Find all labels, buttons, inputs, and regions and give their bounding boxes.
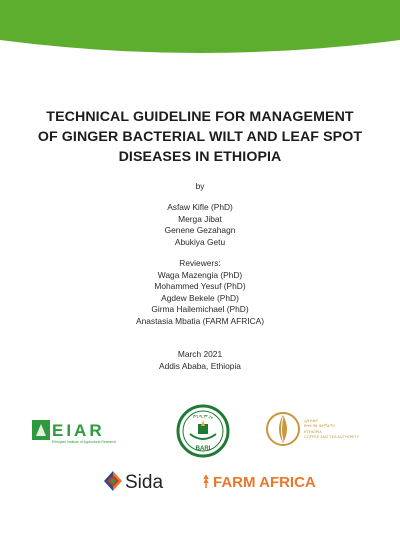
sida-logo-text: Sida [125,472,164,493]
eiar-logo-subtitle: Ethiopian Institute of Agricultural Research [52,440,116,444]
reviewer: Waga Mazengia (PhD) [157,269,243,280]
bari-logo [176,404,230,458]
bari-logo-text: BARI [195,446,211,452]
ecta-logo-line-1: ETHIOPIA [304,430,322,434]
farm-africa-logo-text: FARM AFRICA [213,474,316,491]
eiar-logo [32,418,128,444]
title-line-3: DISEASES IN ETHIOPIA [118,149,282,165]
farm-africa-logo [203,471,327,491]
by-label: by [195,181,205,191]
reviewers-section [0,258,400,328]
reviewers-heading: Reviewers: [179,258,221,268]
eiar-logo-text: EIAR [52,421,105,440]
sida-logo [100,466,178,496]
bari-logo-top-text: የባ.ግ.ም.ኢ [193,415,213,420]
reviewer: Mohammed Yesuf (PhD) [154,281,246,292]
publication-place: Addis Ababa, Ethiopia [159,360,241,371]
reviewer: Anastasia Mbatia (FARM AFRICA) [136,315,264,326]
publication-info [0,349,400,372]
title-line-2: OF GINGER BACTERIAL WILT AND LEAF SPOT [37,129,363,145]
author: Genene Gezahagn [164,225,236,236]
title-line-1: TECHNICAL GUIDELINE FOR MANAGEMENT [46,109,354,125]
authors-list [0,202,400,248]
author: Abukiya Getu [174,236,226,247]
author: Asfaw Kifle (PhD) [167,202,233,212]
ecta-logo-amharic-1: ኢትዮጵያ [304,418,318,423]
ecta-logo-line-2: COFFEE AND TEA AUTHORITY [304,435,360,439]
reviewer: Agdew Bekele (PhD) [161,292,239,303]
header-green-band [0,0,400,72]
ecta-logo-amharic-2: ቡናና ሻይ ባለሥልጣን [304,423,335,428]
document-title [20,107,380,167]
author: Merga Jibat [178,213,222,224]
publication-date: March 2021 [177,349,223,359]
ecta-logo [266,410,366,448]
reviewer: Girma Hailemichael (PhD) [151,304,249,315]
